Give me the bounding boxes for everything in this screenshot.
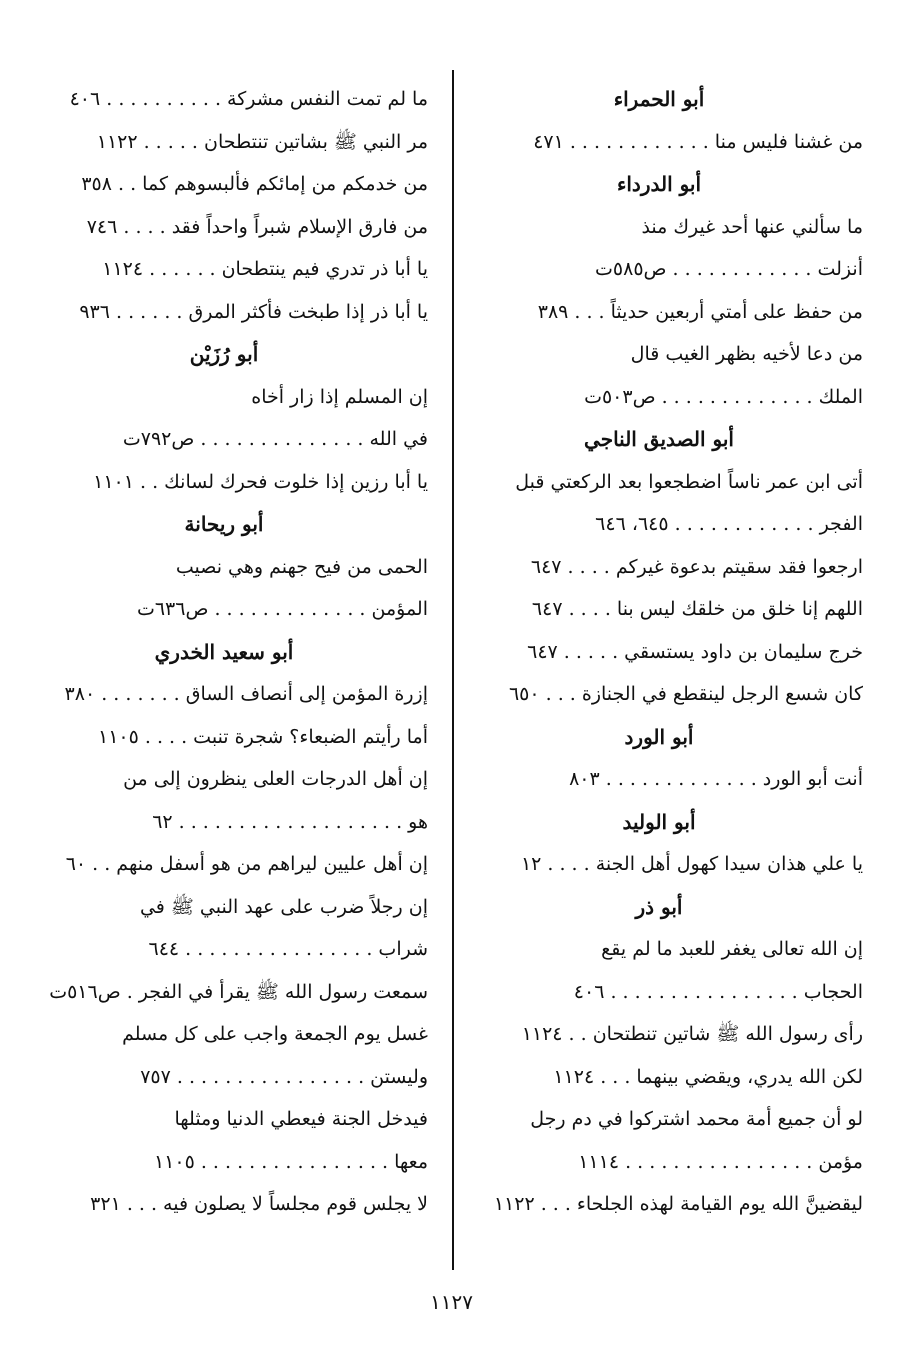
- hadith-entry: من خدمكم من إمائكم فألبسوهم كما . . ٣٥٨: [81, 173, 428, 195]
- hadith-entry: فيدخل الجنة فيعطي الدنيا ومثلها: [174, 1108, 428, 1130]
- left-column: [20, 78, 428, 1226]
- hadith-entry: إزرة المؤمن إلى أنصاف الساق . . . . . . . ٣٨٠: [64, 683, 428, 705]
- hadith-entry: غسل يوم الجمعة واجب على كل مسلم: [122, 1023, 428, 1045]
- hadith-entry: اللهم إنا خلق من خلقك ليس بنا . . . . ٦٤٧: [531, 598, 863, 620]
- hadith-entry: رأى رسول الله ﷺ شاتين تنطتحان . . ١١٢٤: [521, 1023, 863, 1045]
- column-divider: [452, 70, 454, 1270]
- hadith-entry: إن رجلاً ضرب على عهد النبي ﷺ في: [139, 895, 428, 918]
- hadith-entry: الفجر . . . . . . . . . . . . ٦٤٥، ٦٤٦: [595, 513, 863, 535]
- hadith-entry: أما رأيتم الضبعاء؟ شجرة تنبت . . . . ١١٠٥: [98, 725, 428, 748]
- hadith-entry: وليستن . . . . . . . . . . . . . . . . ٧٥٧: [140, 1065, 428, 1088]
- hadith-entry: إن أهل عليين ليراهم من هو أسفل منهم . . ٦٠: [65, 853, 428, 875]
- hadith-entry: لا يجلس قوم مجلساً لا يصلون فيه . . . ٣٢١: [90, 1193, 428, 1215]
- hadith-entry: الحجاب . . . . . . . . . . . . . . . . ٤٠٦: [573, 980, 863, 1003]
- narrator-heading: أبو ذر: [635, 894, 683, 919]
- narrator-heading: أبو الوليد: [622, 809, 696, 834]
- page-number: ١١٢٧: [430, 1290, 473, 1314]
- narrator-heading: أبو الصديق الناجي: [584, 427, 734, 451]
- hadith-entry: إن الله تعالى يغفر للعبد ما لم يقع: [601, 938, 863, 960]
- hadith-entry: سمعت رسول الله ﷺ يقرأ في الفجر . ص٥١٦ت: [49, 980, 428, 1003]
- hadith-entry: كان شسع الرجل لينقطع في الجنازة . . . ٦٥٠: [508, 683, 863, 705]
- hadith-entry: أنت أبو الورد . . . . . . . . . . . . . ٨٠٣: [569, 768, 863, 790]
- hadith-entry: لو أن جميع أمة محمد اشتركوا في دم رجل: [530, 1108, 863, 1130]
- hadith-entry: من حفظ على أمتي أربعين حديثاً . . . ٣٨٩: [537, 300, 863, 323]
- hadith-entry: يا أبا ذر تدري فيم ينتطحان . . . . . . ١١٢٤: [102, 258, 428, 280]
- hadith-entry: من دعا لأخيه بظهر الغيب قال: [630, 343, 863, 365]
- hadith-entry: إن أهل الدرجات العلى ينظرون إلى من: [123, 768, 428, 790]
- hadith-entry: ليقضينَّ الله يوم القيامة لهذه الجلحاء . . . ١١٢٢: [493, 1193, 863, 1215]
- hadith-entry: مر النبي ﷺ بشاتين تنتطحان . . . . . ١١٢٢: [96, 130, 428, 153]
- hadith-entry: لكن الله يدري، ويقضي بينهما . . . ١١٢٤: [553, 1065, 863, 1088]
- hadith-entry: شراب . . . . . . . . . . . . . . . . ٦٤٤: [148, 938, 428, 960]
- hadith-entry: ما لم تمت النفس مشركة . . . . . . . . . . ٤٠٦: [69, 88, 428, 110]
- hadith-entry: يا أبا رزين إذا خلوت فحرك لسانك . . ١١٠١: [93, 470, 428, 493]
- hadith-entry: خرج سليمان بن داود يستسقي . . . . . ٦٤٧: [527, 640, 863, 663]
- hadith-entry: يا أبا ذر إذا طبخت فأكثر المرق . . . . . . ٩٣٦: [79, 300, 428, 323]
- hadith-entry: الملك . . . . . . . . . . . . . ص٥٠٣ت: [584, 385, 863, 408]
- narrator-heading: أبو ريحانة: [184, 512, 264, 536]
- hadith-entry: من فارق الإسلام شبراً واحداً فقد . . . . ٧٤٦: [86, 215, 428, 238]
- hadith-entry: في الله . . . . . . . . . . . . . . ص٧٩٢ت: [122, 428, 428, 450]
- narrator-heading: أبو رُزَيْن: [189, 342, 259, 366]
- hadith-entry: مؤمن . . . . . . . . . . . . . . . . ١١١٤: [578, 1150, 863, 1173]
- hadith-entry: أتى ابن عمر ناساً اضطجعوا بعد الركعتي قبل: [515, 470, 863, 493]
- hadith-entry: إن المسلم إذا زار أخاه: [251, 385, 428, 408]
- narrator-heading: أبو الدرداء: [616, 172, 702, 196]
- hadith-entry: يا علي هذان سيدا كهول أهل الجنة . . . . ١٢: [520, 853, 863, 875]
- hadith-entry: ما سألني عنها أحد غيرك منذ: [641, 215, 863, 238]
- hadith-entry: ارجعوا فقد سقيتم بدعوة غيركم . . . . ٦٤٧: [530, 555, 863, 578]
- hadith-entry: من غشنا فليس منا . . . . . . . . . . . . ٤٧١: [533, 130, 863, 153]
- narrator-heading: أبو الحمراء: [613, 87, 705, 111]
- right-column: [455, 78, 863, 1226]
- hadith-entry: أنزلت . . . . . . . . . . . . ص٥٨٥ت: [595, 258, 863, 280]
- hadith-entry: هو . . . . . . . . . . . . . . . . . . . ٦٢: [152, 810, 428, 833]
- hadith-entry: معها . . . . . . . . . . . . . . . . ١١٠٥: [153, 1150, 428, 1173]
- narrator-heading: أبو سعيد الخدري: [154, 639, 294, 664]
- hadith-entry: المؤمن . . . . . . . . . . . . . ص٦٣٦ت: [136, 598, 428, 620]
- hadith-entry: الحمى من فيح جهنم وهي نصيب: [175, 555, 428, 578]
- narrator-heading: أبو الورد: [624, 724, 694, 749]
